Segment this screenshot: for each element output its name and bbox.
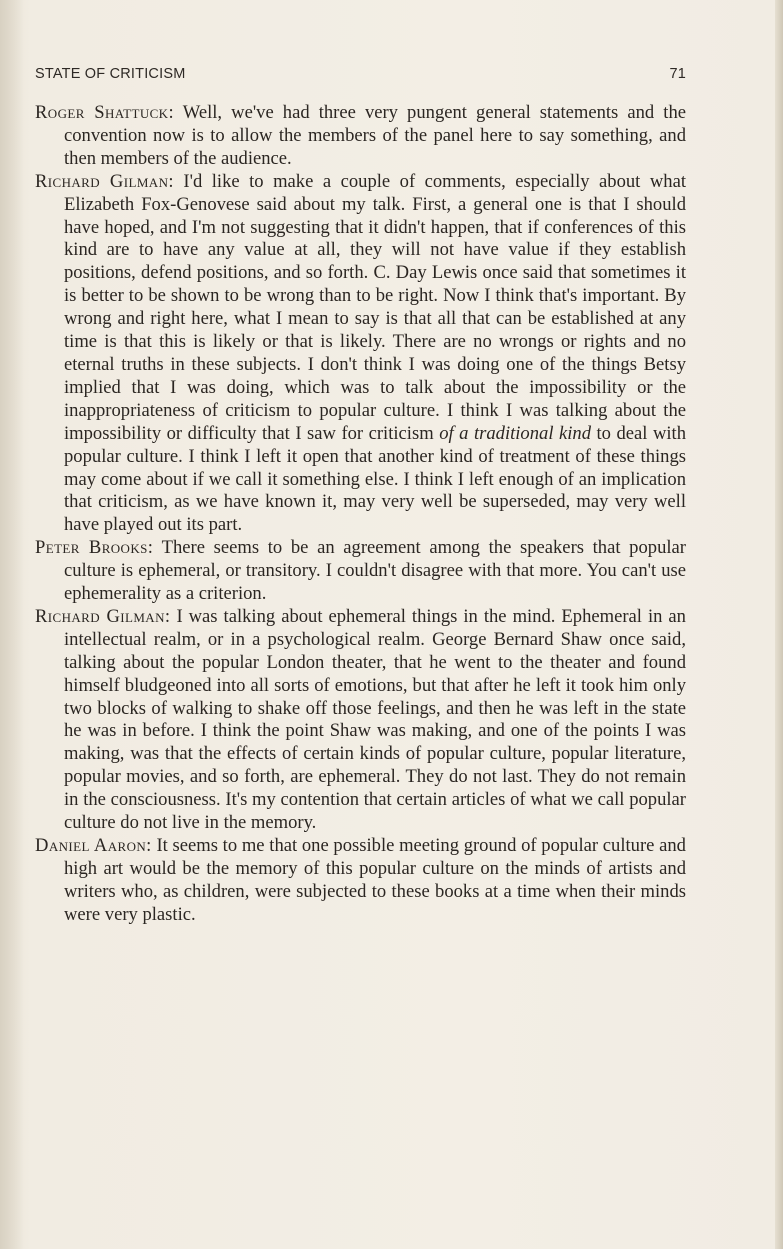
italic-phrase: of a traditional kind — [439, 422, 592, 444]
speech-paragraph — [35, 606, 686, 835]
page-gutter-shadow — [0, 0, 24, 1249]
running-head — [35, 66, 686, 86]
speech-text: I was talking about ephemeral things in the mind. Ephemeral in an intellectual realm, or in a psychological realm. George Bernard Shaw once said, talking about the popular London theater, that he went to the theater and found himself bludgeoned into all sorts of emotions, but that after he left it took him only two blocks of walking to shake off those feelings, and then he was left in the state he was in before. I think the point Shaw was making, and one of the points I was making, was that the effects of certain kinds of popular culture, popular literature, popular movies, and so forth, are ephemeral. They do not last. They do not remain in the consciousness. It's my contention that certain articles of what we call popular culture do not live in the memory. — [64, 605, 686, 834]
running-title: STATE OF CRITICISM — [35, 66, 186, 82]
speech-paragraph — [35, 537, 686, 606]
page-edge-shadow — [775, 0, 783, 1249]
speech-paragraph — [35, 835, 686, 927]
speaker-name: Peter Brooks: — [35, 537, 154, 559]
speech-paragraph — [35, 171, 686, 538]
transcript-body — [35, 102, 686, 927]
speaker-name: Richard Gilman: — [35, 170, 174, 192]
speaker-name: Daniel Aaron: — [35, 835, 152, 856]
speech-text: There seems to be an agreement among the speakers that popular culture is ephemeral, or transitory. I couldn't disagree with that more. You can't use ephemerality as a criterion. — [64, 537, 686, 605]
speech-text: Well, we've had three very pungent general statements and the convention now is to allow the members of the panel here to say something, and then members of the audience. — [64, 102, 686, 169]
speaker-name: Richard Gilman: — [35, 605, 171, 627]
speech-paragraph — [35, 102, 686, 171]
speaker-name: Roger Shattuck: — [35, 102, 175, 123]
page-number: 71 — [669, 66, 686, 82]
speech-text: I'd like to make a couple of comments, especially about what Elizabeth Fox-Genovese said about my talk. First, a general one is that I should have hoped, and I'm not suggesting that it didn't happen, that if conferences of this kind are to have any value at all, they will not have value if they establish positions, defend positions, and so forth. C. Day Lewis once said that sometimes it is better to be shown to be wrong than to be right. Now I think that's important. By wrong and right here, what I mean to say is that all that can be established at any time is that this is likely or that is likely. There are no wrongs or rights and no eternal truths in these subjects. I don't think I was doing one of the things Betsy implied that I was doing, which was to talk about the impossibility or the inappropriateness of criticism to popular culture. I think I was talking about the impossibility or difficulty that I saw for criticism — [64, 170, 686, 444]
speech-text-continued: to deal with popular culture. I think I left it open that another kind of treatment of these things may come about if we call it something else. I think I left enough of an implication that criticism, as we have known it, may very well be superseded, may very well have played out its part. — [64, 422, 686, 536]
speech-text: It seems to me that one possible meeting ground of popular culture and high art would be the memory of this popular culture on the minds of artists and writers who, as children, were subjected to these books at a time when their minds were very plastic. — [64, 835, 686, 925]
